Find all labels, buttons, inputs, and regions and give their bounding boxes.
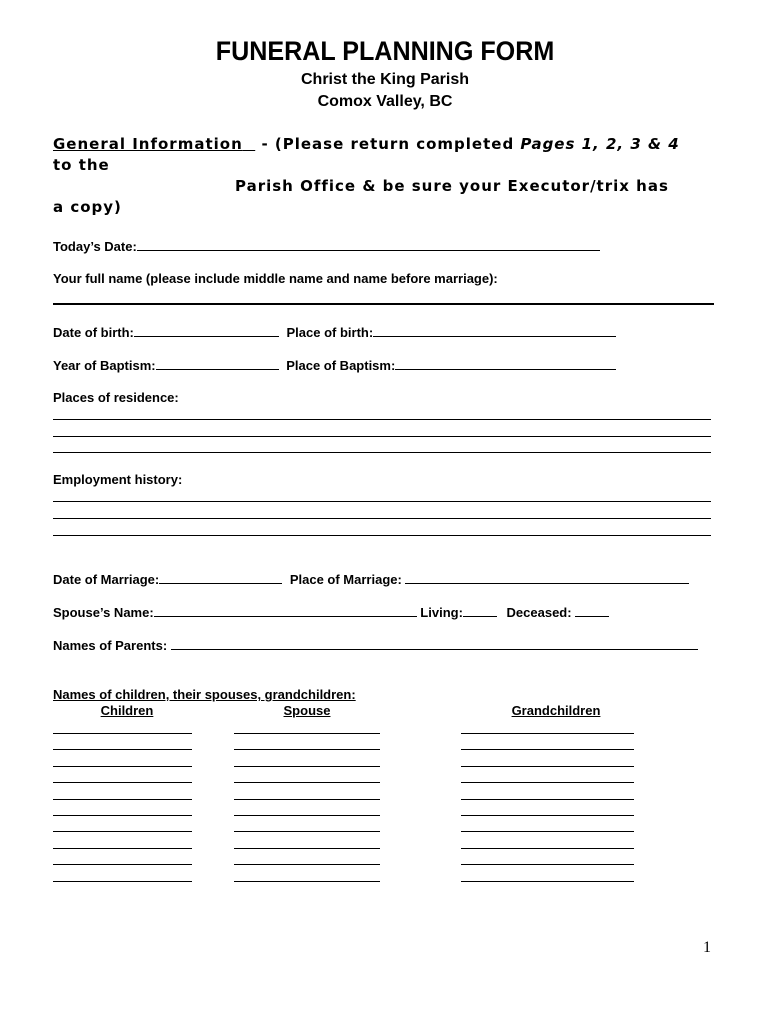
- date-of-birth-field[interactable]: [134, 324, 279, 337]
- place-of-baptism-field[interactable]: [395, 357, 616, 370]
- grandchildren-line[interactable]: [461, 831, 634, 832]
- general-info-line-4: a copy): [53, 198, 122, 216]
- employment-line[interactable]: [53, 535, 711, 536]
- place-of-marriage-label: Place of Marriage:: [289, 572, 402, 587]
- birth-row: [53, 324, 616, 340]
- grandchildren-column-heading: Grandchildren: [511, 703, 601, 718]
- spouse-name-field[interactable]: [154, 604, 417, 617]
- grandchildren-line[interactable]: [461, 733, 634, 734]
- spouse-line[interactable]: [234, 881, 380, 882]
- grandchildren-line[interactable]: [461, 782, 634, 783]
- place-of-birth-label: Place of birth:: [286, 325, 374, 340]
- spouse-line[interactable]: [234, 782, 380, 783]
- children-line[interactable]: [53, 848, 192, 849]
- todays-date-field[interactable]: [137, 238, 600, 251]
- grandchildren-line[interactable]: [461, 766, 634, 767]
- full-name-field[interactable]: [53, 303, 714, 305]
- names-of-parents-label: Names of Parents:: [53, 638, 168, 653]
- spouse-line[interactable]: [234, 733, 380, 734]
- spouse-line[interactable]: [234, 766, 380, 767]
- pages-text: Pages 1, 2, 3 & 4: [520, 135, 680, 153]
- spouse-column-heading: Spouse: [283, 703, 331, 718]
- employment-history-label: Employment history:: [53, 472, 183, 487]
- children-line[interactable]: [53, 864, 192, 865]
- place-of-baptism-label: Place of Baptism:: [286, 358, 396, 373]
- spouse-line[interactable]: [234, 848, 380, 849]
- year-of-baptism-label: Year of Baptism:: [53, 358, 156, 373]
- deceased-field[interactable]: [575, 604, 609, 617]
- spouse-line[interactable]: [234, 815, 380, 816]
- place-of-birth-field[interactable]: [373, 324, 616, 337]
- residence-line[interactable]: [53, 436, 711, 437]
- children-line[interactable]: [53, 782, 192, 783]
- general-info-line-2: to the: [53, 156, 110, 174]
- todays-date-row: [53, 238, 600, 254]
- employment-line[interactable]: [53, 518, 711, 519]
- todays-date-label: Today’s Date:: [53, 239, 137, 254]
- residence-line[interactable]: [53, 452, 711, 453]
- spouse-line[interactable]: [234, 864, 380, 865]
- grandchildren-line[interactable]: [461, 749, 634, 750]
- baptism-row: [53, 357, 616, 373]
- general-info-line-1: [53, 135, 680, 153]
- children-line[interactable]: [53, 799, 192, 800]
- children-line[interactable]: [53, 749, 192, 750]
- children-line[interactable]: [53, 815, 192, 816]
- grandchildren-line[interactable]: [461, 848, 634, 849]
- general-info-line-3: Parish Office & be sure your Executor/trix has: [235, 177, 669, 195]
- deceased-label: Deceased:: [506, 605, 572, 620]
- parish-name: Christ the King Parish: [300, 71, 470, 88]
- page-number: 1: [703, 939, 711, 956]
- children-column-heading: Children: [100, 703, 154, 718]
- employment-line[interactable]: [53, 501, 711, 502]
- places-of-residence-label: Places of residence:: [53, 390, 179, 405]
- living-field[interactable]: [463, 604, 497, 617]
- names-of-parents-field[interactable]: [171, 637, 698, 650]
- date-of-birth-label: Date of birth:: [53, 325, 134, 340]
- grandchildren-line[interactable]: [461, 815, 634, 816]
- full-name-label: Your full name (please include middle name and name before marriage):: [53, 271, 498, 286]
- marriage-row: [53, 571, 689, 587]
- residence-line[interactable]: [53, 419, 711, 420]
- spouse-row: [53, 604, 609, 620]
- spouse-line[interactable]: [234, 831, 380, 832]
- parents-row: [53, 637, 698, 653]
- date-of-marriage-label: Date of Marriage:: [53, 572, 160, 587]
- instruction-text: - (Please return completed: [255, 135, 521, 153]
- place-of-marriage-field[interactable]: [405, 571, 689, 584]
- spouse-line[interactable]: [234, 799, 380, 800]
- form-title: FUNERAL PLANNING FORM: [215, 36, 555, 66]
- spouse-name-label: Spouse’s Name:: [53, 605, 154, 620]
- date-of-marriage-field[interactable]: [159, 571, 282, 584]
- spouse-line[interactable]: [234, 749, 380, 750]
- children-line[interactable]: [53, 831, 192, 832]
- children-line[interactable]: [53, 733, 192, 734]
- year-of-baptism-field[interactable]: [156, 357, 279, 370]
- grandchildren-line[interactable]: [461, 864, 634, 865]
- grandchildren-line[interactable]: [461, 881, 634, 882]
- general-info-heading: General Information: [53, 135, 243, 153]
- children-line[interactable]: [53, 881, 192, 882]
- family-heading: Names of children, their spouses, grandchildren:: [53, 687, 356, 702]
- parish-location: Comox Valley, BC: [317, 93, 453, 110]
- children-line[interactable]: [53, 766, 192, 767]
- grandchildren-line[interactable]: [461, 799, 634, 800]
- living-label: Living:: [420, 605, 463, 620]
